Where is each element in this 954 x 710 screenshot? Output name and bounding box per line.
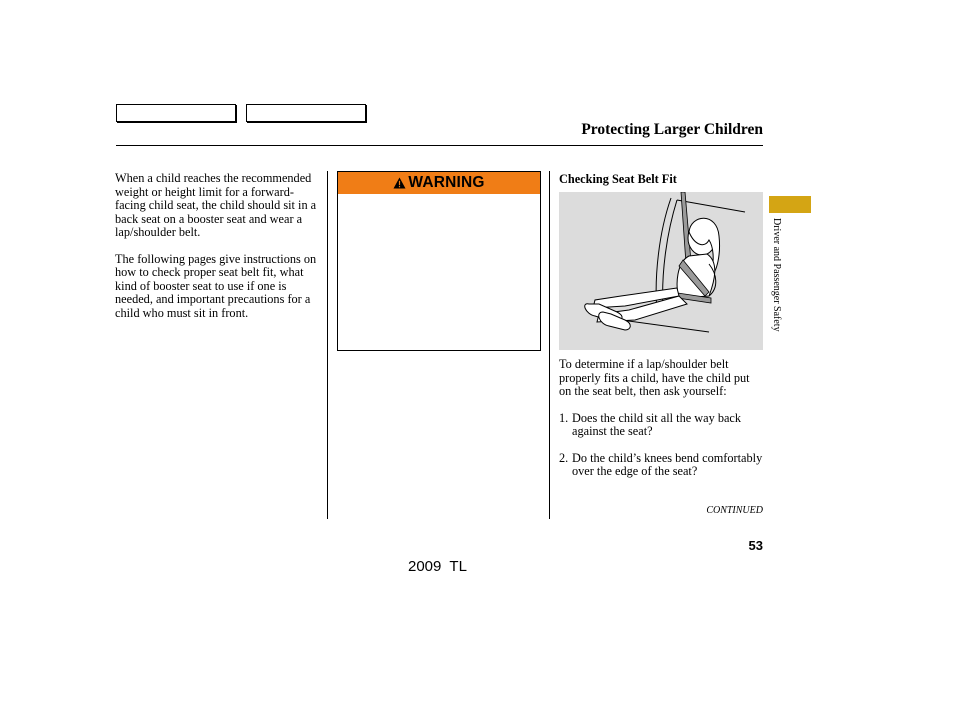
intro-column xyxy=(115,172,320,333)
child-seat-belt-illustration xyxy=(559,192,763,350)
warning-triangle-icon xyxy=(393,177,406,189)
list-item xyxy=(559,452,764,479)
title-rule xyxy=(116,145,763,146)
warning-label: WARNING xyxy=(408,174,485,191)
intro-paragraph: The following pages give instructions on how to check proper seat belt fit, what kind of booster seat to use if one is needed, and important precautions for a child who must sit in front. xyxy=(115,251,317,320)
intro-paragraph: When a child reaches the recommended weight or height limit for a forward-facing child seat, the child should sit in a back seat on a booster seat and wear a lap/shoulder belt. xyxy=(115,171,317,239)
header-tab-box-2 xyxy=(246,104,366,122)
header-tab-box-1 xyxy=(116,104,236,122)
column-divider-2 xyxy=(549,171,550,519)
list-item-number: 1. xyxy=(559,410,569,425)
list-item-text: Does the child sit all the way back against the seat? xyxy=(572,410,742,438)
section-heading: Checking Seat Belt Fit xyxy=(559,172,677,186)
seat-belt-fit-text xyxy=(559,358,764,492)
section-tab-label: Driver and Passenger Safety xyxy=(771,218,782,332)
illustration-drawing xyxy=(559,192,763,350)
model-label: 2009 TL xyxy=(408,558,467,575)
list-item-number: 2. xyxy=(559,450,569,465)
continued-label: CONTINUED xyxy=(706,505,763,516)
list-item-text: Do the child’s knees bend comfortably over the edge of the seat? xyxy=(572,450,763,478)
seat-belt-fit-intro: To determine if a lap/shoulder belt properly fits a child, have the child put on the seat belt, then ask yourself: xyxy=(559,357,750,398)
page-number: 53 xyxy=(748,538,763,553)
section-tab xyxy=(769,196,811,213)
list-item xyxy=(559,412,764,439)
warning-box xyxy=(337,171,541,351)
warning-bar xyxy=(338,172,540,194)
column-divider-1 xyxy=(327,171,328,519)
page-title: Protecting Larger Children xyxy=(581,121,763,138)
